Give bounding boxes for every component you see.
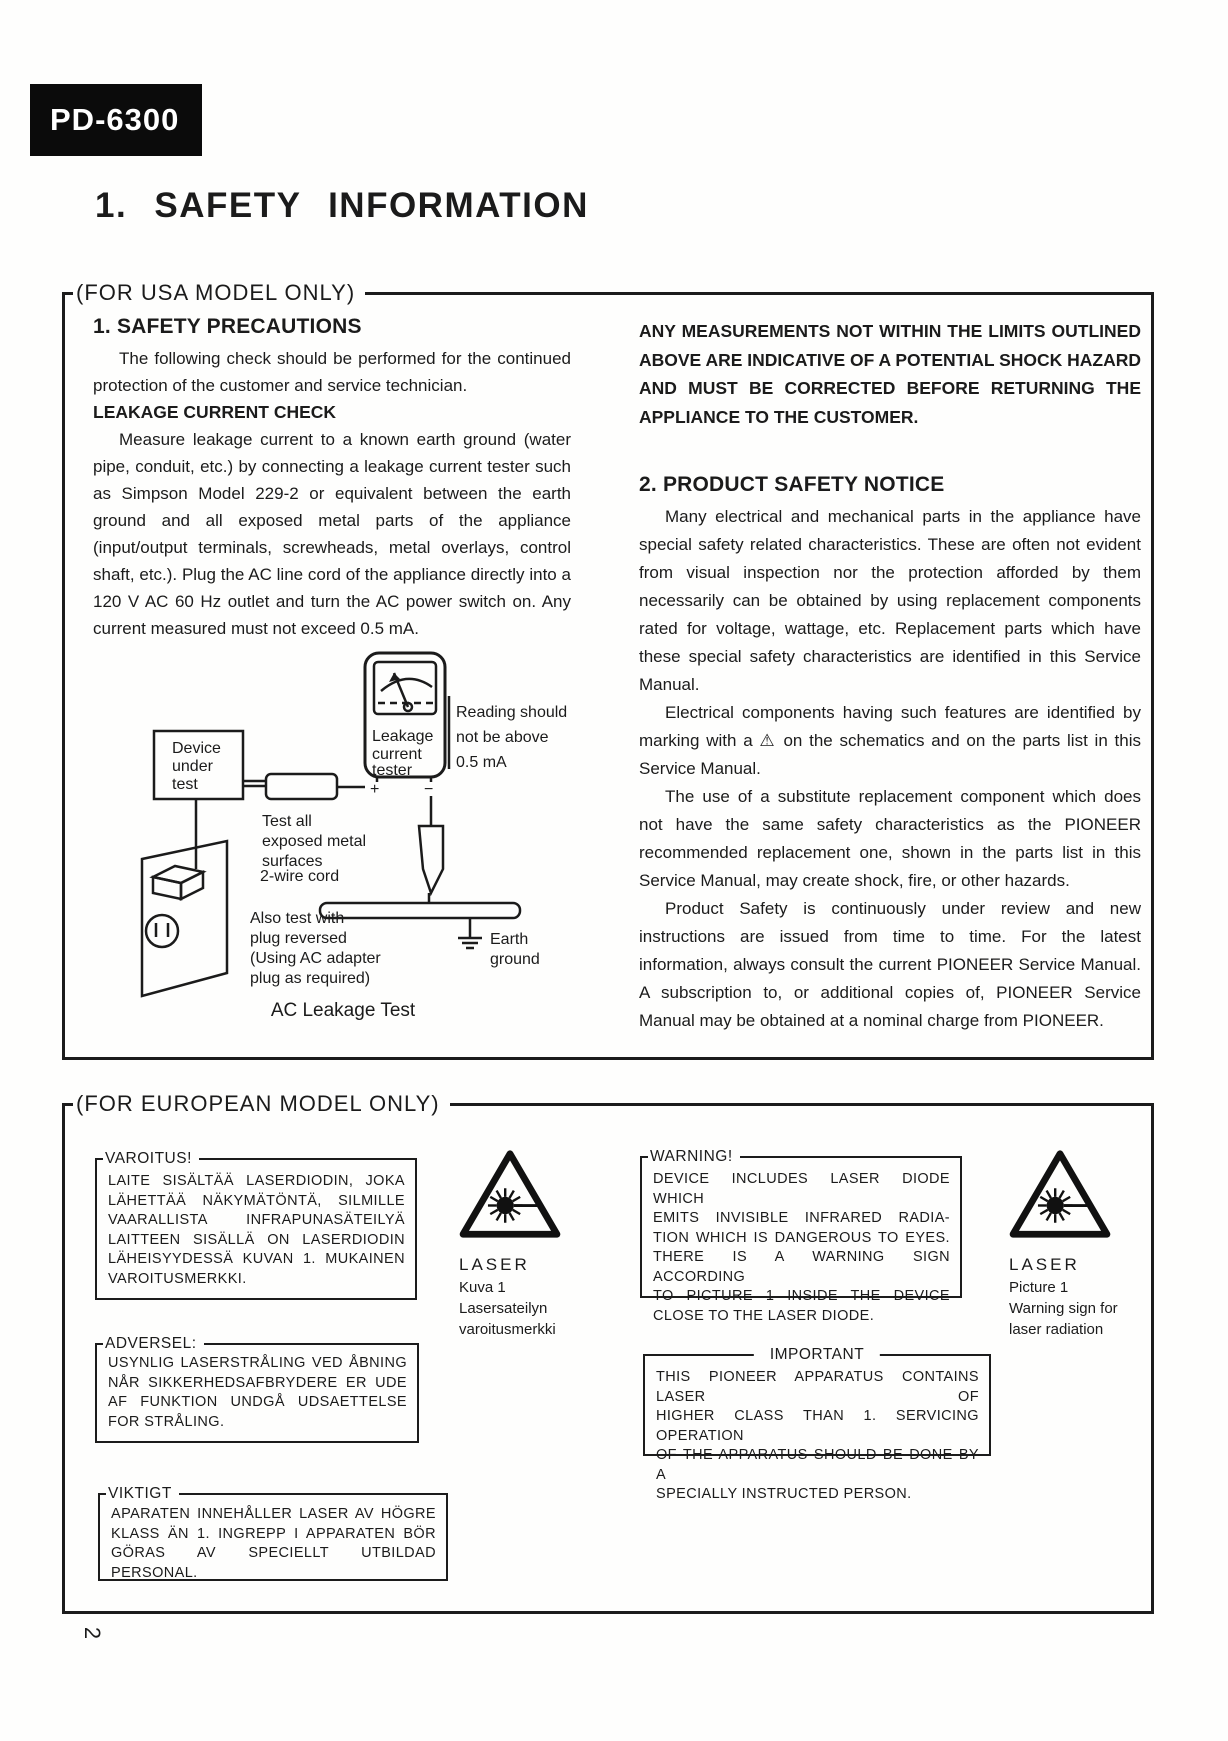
adversel-box [95,1335,419,1443]
plus-terminal-label: + [370,781,380,798]
device-label-line: under [172,758,213,775]
plug-note-line: plug as required) [250,970,371,987]
important-line: THIS PIONEER APPARATUS CONTAINS LASER OF [656,1369,979,1405]
viktigt-line: KLASS ÄN 1. INGREPP I APPARATEN BÖR [111,1525,436,1542]
viktigt-box [98,1485,448,1581]
laser-caption-line: Kuva 1 [459,1279,506,1296]
product-safety-heading: 2. PRODUCT SAFETY NOTICE [639,473,945,496]
eu-panel-header: (FOR EUROPEAN MODEL ONLY) [73,1091,450,1117]
warning-line: TO PICTURE 1 INSIDE THE DEVICE [653,1288,950,1304]
european-model-panel [62,1091,1154,1614]
viktigt-title: VIKTIGT [106,1485,179,1503]
laser-warning-icon [1005,1148,1115,1240]
usa-panel-header: (FOR USA MODEL ONLY) [73,280,365,306]
warning-line: TION WHICH IS DANGEROUS TO EYES. [653,1229,950,1246]
laser-caption-line: Picture 1 [1009,1279,1069,1296]
usa-right-column [639,317,1141,1035]
important-box [643,1346,991,1502]
viktigt-line: APARATEN INNEHÅLLER LASER AV HÖGRE [111,1506,436,1522]
surfaces-label-line: surfaces [262,853,323,870]
varoitus-box [95,1150,417,1300]
important-title: IMPORTANT [754,1346,880,1364]
laser-caption-title: LASER [1009,1255,1080,1274]
varoitus-line: LAITTEEN SISÄLLÄ ON LASERDIODIN [108,1231,405,1248]
product-safety-paragraph: Many electrical and mechanical parts in the appliance have special safety related characteristics. These are often not evident from visual inspection nor the protection afforded by them necessarily can be obtained by using replacement components rated for voltage, wattage, etc. Replacement parts which have these special safety characteristics are identified in this Service Manual. [639,507,1141,694]
important-line: OF THE APPARATUS SHOULD BE DONE BY A [656,1447,979,1483]
minus-terminal-label: − [424,781,434,798]
earth-ground-label-line: Earth [490,931,529,948]
tester-label-line: Leakage [372,728,434,745]
tester-label-line: tester [372,762,413,779]
laser-caption-line: varoitusmerkki [459,1321,556,1338]
leakage-current-check-paragraph: Measure leakage current to a known earth ground (water pipe, conduit, etc.) by connecting a leakage current tester such as Simpson Model 229-2 or equivalent between the earth ground and all exposed metal parts of the appliance (input/output terminals, screwheads, metal overlays, control shaft, etc.). Plug the AC line cord of the appliance directly into a 120 V AC 60 Hz outlet and turn the AC power switch on. Any current measured must not exceed 0.5 mA. [93,430,571,638]
two-wire-cord-label: 2-wire cord [260,868,340,885]
varoitus-line: LAITE SISÄLTÄÄ LASERDIODIN, JOKA [108,1173,405,1189]
laser-caption-line: Lasersateilyn [459,1300,548,1317]
surfaces-label-line: exposed metal [262,833,367,850]
device-label-line: Device [172,740,221,757]
product-safety-paragraph: Product Safety is continuously under review and new instructions are issued from time to time. For the latest information, always consult the current PIONEER Service Manual. A subscription to, or additional copies of, PIONEER Service Manual may be obtained at a nominal charge from PIONEER. [639,899,1141,1030]
surfaces-label-line: Test all [262,813,312,830]
warning-line: DEVICE INCLUDES LASER DIODE WHICH [653,1171,950,1207]
warning-line: EMITS INVISIBLE INFRARED RADIA- [653,1210,950,1226]
viktigt-line: GÖRAS AV SPECIELLT UTBILDAD PERSONAL. [111,1545,436,1581]
adversel-line: FOR STRÅLING. [108,1413,225,1430]
ac-leakage-test-diagram [115,641,570,1041]
page-title: 1. SAFETY INFORMATION [95,186,589,225]
product-safety-paragraph: The use of a substitute replacement component which does not have the same safety characteristics as the PIONEER recommended replacement one, shown in the parts list in this Service Manual, may create shock, fire, or other hazards. [639,787,1141,890]
earth-ground-label-line: ground [490,951,540,968]
varoitus-line: LÄHEISYYDESSÄ KUVAN 1. MUKAINEN [108,1251,405,1267]
adversel-line: USYNLIG LASERSTRÅLING VED ÅBNING [108,1355,407,1371]
plug-note-line: Also test with [250,910,345,927]
laser-figure-english [1005,1148,1135,1340]
diagram-caption: AC Leakage Test [270,1000,416,1021]
product-safety-paragraph: Electrical components having such features are identified by marking with a ⚠ on the schematics and on the parts list in this Service Manual. [639,703,1141,778]
warning-title: WARNING! [648,1148,740,1166]
model-number: PD-6300 [50,102,180,137]
warning-line: THERE IS A WARNING SIGN ACCORDING [653,1249,950,1285]
test-lead [243,774,365,799]
tester-label-line: current [372,746,422,763]
usa-left-column [93,311,571,642]
warning-line: CLOSE TO THE LASER DIODE. [653,1307,875,1324]
reading-note-line: Reading should [456,704,568,721]
varoitus-line: VAROITUSMERKKI. [108,1270,247,1287]
wall-outlet-icon [142,799,227,996]
important-line: SPECIALLY INSTRUCTED PERSON. [656,1486,912,1502]
varoitus-line: LÄHETTÄÄ NÄKYMÄTÖNTÄ, SILMILLE [108,1192,405,1209]
laser-caption-line: Warning sign for [1009,1300,1118,1317]
ground-bar [320,903,520,918]
plug-note-line: (Using AC adapter [250,950,381,967]
page-number: 2 [80,1626,106,1640]
usa-model-panel [62,280,1154,1060]
warning-box [640,1148,962,1324]
adversel-title: ADVERSEL: [103,1335,204,1353]
model-number-plate [30,84,202,156]
laser-caption-line: laser radiation [1009,1321,1104,1338]
leakage-current-check-heading: LEAKAGE CURRENT CHECK [93,402,337,422]
earth-ground-symbol [458,918,482,948]
plug-note-line: plug reversed [250,930,347,947]
laser-warning-icon [455,1148,565,1240]
adversel-line: NÅR SIKKERHEDSAFBRYDERE ER UDE [108,1374,407,1391]
varoitus-title: VAROITUS! [103,1150,199,1168]
reading-note-line: 0.5 mA [456,754,507,771]
important-line: HIGHER CLASS THAN 1. SERVICING OPERATION [656,1408,979,1444]
device-label-line: test [172,776,198,793]
reading-note-line: not be above [456,729,549,746]
adversel-line: AF FUNKTION UNDGÅ UDSAETTELSE [108,1394,407,1410]
limits-warning-paragraph: ANY MEASUREMENTS NOT WITHIN THE LIMITS OUTLINED ABOVE ARE INDICATIVE OF A POTENTIAL SHOCK HAZARD AND MUST BE CORRECTED BEFORE RETURNING THE APPLIANCE TO THE CUSTOMER. [639,321,1142,427]
safety-precautions-heading: 1. SAFETY PRECAUTIONS [93,315,362,338]
safety-precautions-paragraph: The following check should be performed for the continued protection of the customer and service technician. [93,349,571,395]
laser-figure-finnish [455,1148,585,1340]
laser-caption-title: LASER [459,1255,530,1274]
varoitus-line: VAARALLISTA INFRAPUNASÄTEILYÄ [108,1212,405,1228]
test-probe-icon [419,796,443,903]
